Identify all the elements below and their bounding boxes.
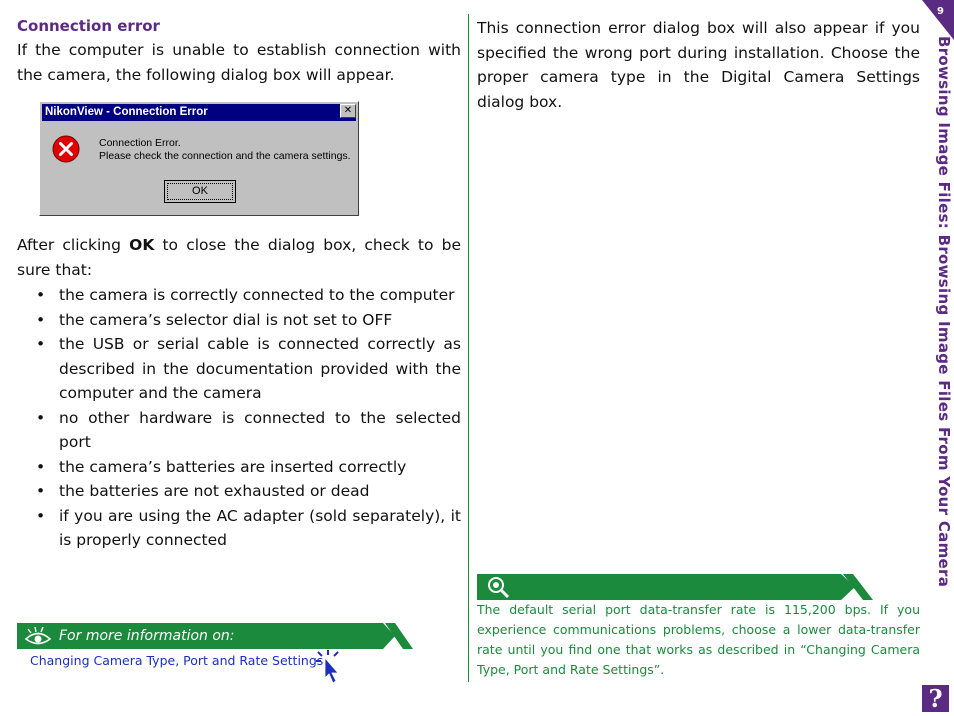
after-paragraph (17, 233, 461, 282)
dialog-message-line1: Connection Error. (99, 137, 181, 149)
dialog-message (99, 137, 351, 163)
link-text[interactable]: Changing Camera Type, Port and Rate Settings (30, 653, 324, 668)
after-text-pre: After clicking (17, 236, 130, 254)
dialog-title: NikonView - Connection Error (42, 104, 356, 121)
list-item: • no other hardware is connected to the selected port (17, 406, 461, 455)
tip-icon (485, 576, 511, 598)
ok-keyword: OK (129, 236, 155, 254)
chapter-title: Browsing Image Files: Browsing Image Files From Your Camera (935, 36, 953, 588)
list-item: • the USB or serial cable is connected correctly as described in the documentation provided with the computer and the camera (17, 332, 461, 406)
ok-button[interactable] (164, 180, 236, 203)
after-text-post: to close the dialog box, check to be sure that: (17, 236, 461, 279)
list-item: • the camera’s batteries are inserted correctly (17, 455, 461, 480)
section-heading: Connection error (17, 17, 160, 35)
right-paragraph: This connection error dialog box will also appear if you specified the wrong port during installation. Choose the proper camera type in the Digital Camera Settings dialog box. (477, 19, 920, 111)
more-info-label: For more information on: (59, 628, 235, 644)
connection-error-dialog (39, 101, 359, 216)
list-item: • if you are using the AC adapter (sold separately), it is properly connected (17, 504, 461, 553)
help-button[interactable]: ? (922, 685, 949, 712)
ok-button-label: OK (167, 183, 233, 200)
list-item: • the camera is correctly connected to the computer (17, 283, 461, 308)
tip-text: The default serial port data-transfer rate is 115,200 bps. If you experience communications problems, choose a lower data-transfer rate until you find one that works as described in “Changing Camera Type, Port and Rate Settings”. (477, 602, 920, 677)
intro-paragraph: If the computer is unable to establish connection with the camera, the following dialog box will appear. (17, 41, 461, 84)
error-icon (52, 135, 80, 167)
page-number: 9 (937, 6, 944, 17)
tip-banner (477, 574, 873, 600)
more-info-banner (17, 623, 413, 649)
list-item: • the camera’s selector dial is not set to OFF (17, 308, 461, 333)
column-divider (468, 14, 469, 682)
cursor-click-icon[interactable] (316, 650, 342, 688)
list-item: • the batteries are not exhausted or dead (17, 479, 461, 504)
checklist (17, 283, 461, 553)
eye-icon (23, 627, 53, 647)
close-icon[interactable]: ✕ (340, 104, 356, 118)
dialog-message-line2: Please check the connection and the camera settings. (99, 150, 351, 162)
more-info-link[interactable] (30, 653, 323, 668)
